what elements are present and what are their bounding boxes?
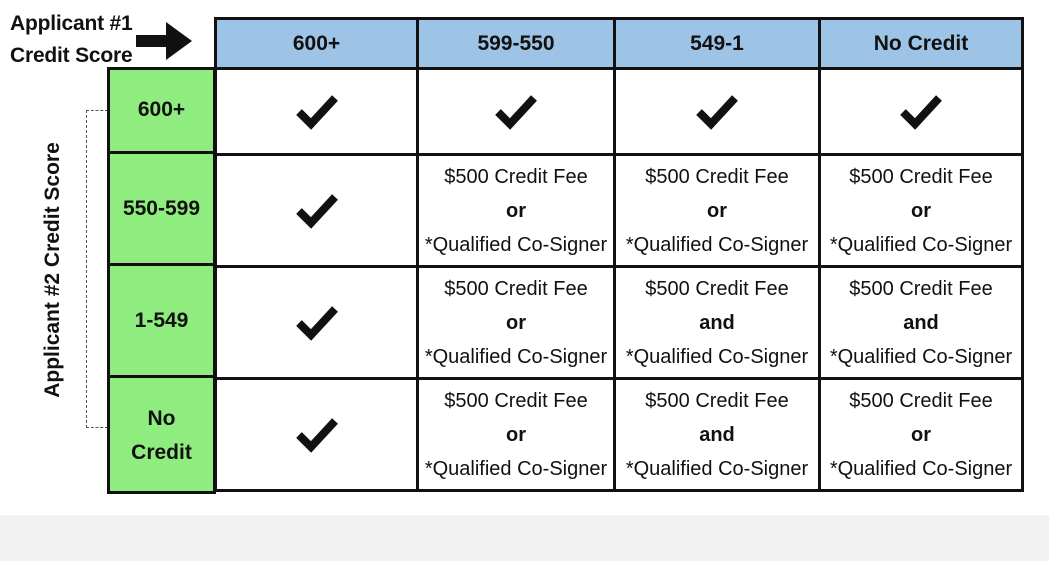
cosigner-text: *Qualified Co-Signer [424,345,608,368]
fee-text: $500 Credit Fee [444,389,588,412]
checkmark-icon [494,92,538,132]
cosigner-text: *Qualified Co-Signer [829,345,1013,368]
row-header-1-549: 1-549 [134,309,189,332]
checkmark-icon [695,92,739,132]
cosigner-text: *Qualified Co-Signer [625,457,809,480]
cell-condition [820,379,1023,491]
checkmark-icon [295,92,339,132]
cosigner-text: *Qualified Co-Signer [829,457,1013,480]
conjunction-text: or [911,199,931,222]
cell-condition [820,155,1023,267]
corner-label-line1: Applicant #1 [10,12,133,35]
checkmark-icon [899,92,943,132]
cell-condition [615,155,820,267]
row-divider [107,151,216,154]
cell-condition [418,267,615,379]
conjunction-text: or [506,311,526,334]
checkmark-icon [295,191,339,231]
cell-condition [418,379,615,491]
row-divider [107,375,216,378]
cell-check [216,155,418,267]
cell-check [216,379,418,491]
row-header-600-plus: 600+ [137,98,186,121]
fee-text: $500 Credit Fee [849,277,993,300]
checkmark-icon [295,415,339,455]
cosigner-text: *Qualified Co-Signer [424,457,608,480]
column-header-row [216,19,1023,69]
conjunction-text: and [903,311,939,334]
fee-text: $500 Credit Fee [444,165,588,188]
row-divider [107,263,216,266]
cell-condition [820,267,1023,379]
applicant-2-axis-label: Applicant #2 Credit Score [41,142,64,398]
conjunction-text: or [707,199,727,222]
cell-condition [615,379,820,491]
conjunction-text: or [506,199,526,222]
fee-text: $500 Credit Fee [444,277,588,300]
cell-check [615,69,820,155]
conjunction-text: or [506,423,526,446]
cosigner-text: *Qualified Co-Signer [625,345,809,368]
right-arrow-icon [136,22,192,60]
cell-check [216,267,418,379]
table-row [216,155,1023,267]
column-header-549-1: 549-1 [615,19,820,69]
fee-text: $500 Credit Fee [645,389,789,412]
column-header-599-550: 599-550 [418,19,615,69]
table-row [216,69,1023,155]
cosigner-text: *Qualified Co-Signer [829,233,1013,256]
row-header-no-credit-line2: Credit [131,440,192,464]
credit-matrix-table [214,17,1024,492]
table-row [216,267,1023,379]
row-header-550-599: 550-599 [122,197,201,220]
conjunction-text: or [911,423,931,446]
conjunction-text: and [699,423,735,446]
cell-check [820,69,1023,155]
cell-condition [418,155,615,267]
row-group-bracket [86,110,108,428]
column-header-600-plus: 600+ [216,19,418,69]
fee-text: $500 Credit Fee [645,165,789,188]
row-header-no-credit-line1: No [147,406,176,430]
fee-text: $500 Credit Fee [849,165,993,188]
fee-text: $500 Credit Fee [645,277,789,300]
conjunction-text: and [699,311,735,334]
corner-label [10,8,132,72]
corner-label-line2: Credit Score [10,44,133,67]
cell-check [418,69,615,155]
cell-condition [615,267,820,379]
fee-text: $500 Credit Fee [849,389,993,412]
cosigner-text: *Qualified Co-Signer [424,233,608,256]
row-header-no-credit [107,377,216,494]
cell-check [216,69,418,155]
cosigner-text: *Qualified Co-Signer [625,233,809,256]
checkmark-icon [295,303,339,343]
table-row [216,379,1023,491]
column-header-no-credit: No Credit [820,19,1023,69]
